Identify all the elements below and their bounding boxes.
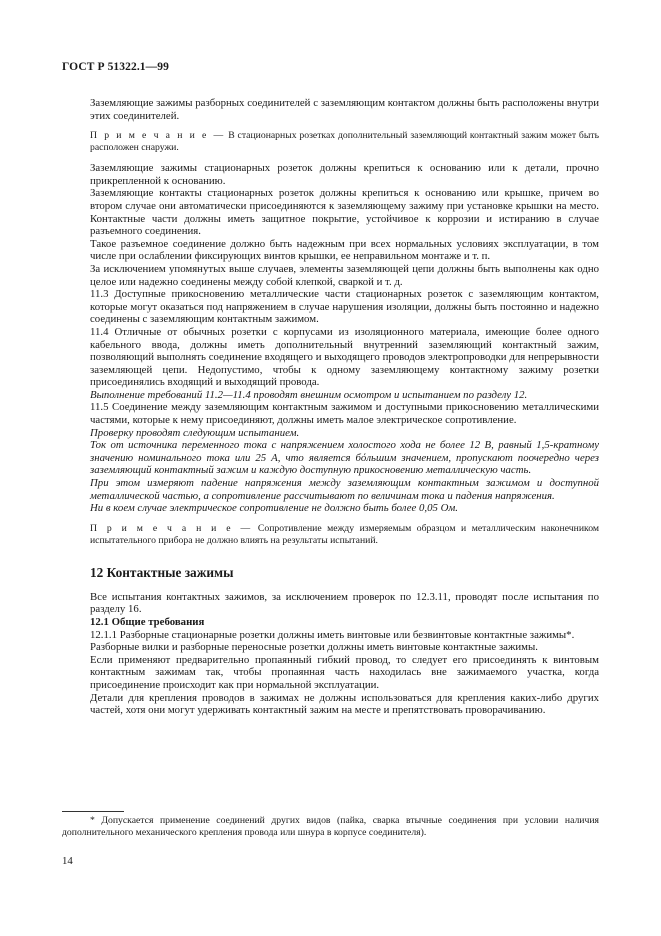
paragraph: 11.4 Отличные от обычных розетки с корпусами из изоляционного материала, имеющие более одного кабельного ввода, должны иметь дополнительный внутренний заземляющий контактный зажим, позволяющий выполнять соединение входящего и выходящего проводов электропроводки для непрерывности заземляющей цепи. Недопустимо, чтобы к одному заземляющему контактному зажиму розетки присоединялись входящий и выходящий провода. [90, 325, 599, 389]
italic-paragraph: Ни в коем случае электрическое сопротивление не должно быть более 0,05 Ом. [90, 502, 458, 515]
note-label: П р и м е ч а н и е — [90, 522, 253, 534]
paragraph: 11.5 Соединение между заземляющим контактным зажимом и доступными прикосновению металлическими частями, которые к нему присоединяют, должны иметь малое электрическое сопротивление. [90, 401, 599, 427]
italic-paragraph: Ток от источника переменного тока с напряжением холостого хода не более 12 В, равный 1,5-кратному значению номинального тока или 25 А, что является бόльшим значением, пропускают поочередно через заземляющий контактный зажим и каждую доступную прикосновению металлическую часть. [90, 439, 599, 477]
document-header: ГОСТ Р 51322.1—99 [62, 61, 169, 73]
note-text: Сопротивление между измеряемым образцом и металлическим наконечником испытательного прибора не должно влиять на результаты испытаний. [90, 522, 600, 546]
paragraph: Заземляющие контакты стационарных розеток должны крепиться к основанию или крышке, причем во втором случае они автоматически присоединяются к заземляющему зажиму при установке крышки на место. Контактные части должны иметь защитное покрытие, устойчивое к коррозии и истиранию в случае разъемного соединения. [90, 187, 599, 238]
paragraph: Такое разъемное соединение должно быть надежным при всех нормальных условиях эксплуатации, в том числе при ослаблении фиксирующих винтов крышки, ее неправильном монтаже и т. п. [90, 237, 599, 263]
paragraph: Заземляющие зажимы стационарных розеток должны крепиться к основанию или к детали, прочно прикрепленной к основанию. [90, 162, 599, 187]
italic-paragraph: Проверку проводят следующим испытанием. [90, 426, 300, 439]
subsection-title: 12.1 Общие требования [90, 616, 205, 628]
footnote-divider [62, 811, 124, 812]
paragraph: Детали для крепления проводов в зажимах не должны использоваться для крепления каких-либо других частей, хотя они могут удерживать контактный зажим на месте и препятствовать проворачиванию. [90, 691, 599, 717]
section-title: 12 Контактные зажимы [90, 564, 234, 580]
paragraph: Если применяют предварительно пропаянный гибкий провод, то следует его присоединять к винтовым контактным зажимам так, чтобы пропаянная часть находилась вне зажимаемого участка, когда присоединение происходит как при нормальной эксплуатации. [90, 653, 599, 691]
italic-paragraph: Выполнение требований 11.2—11.4 проводят внешним осмотром и испытанием по разделу 12. [90, 388, 528, 401]
note-label: П р и м е ч а н и е — [90, 130, 226, 142]
note [90, 523, 599, 547]
paragraph: 12.1.1 Разборные стационарные розетки должны иметь винтовые или безвинтовые контактные зажимы*. [90, 628, 575, 641]
paragraph: За исключением упомянутых выше случаев, элементы заземляющей цепи должны быть выполнены как одно целое или надежно соединены между собой клепкой, сваркой и т. д. [90, 262, 599, 288]
paragraph: Заземляющие зажимы разборных соединителей с заземляющим контактом должны быть расположены внутри этих соединителей. [90, 97, 599, 122]
note-text: В стационарных розетках дополнительный заземляющий контактный зажим может быть расположен снаружи. [90, 130, 599, 154]
paragraph: 11.3 Доступные прикосновению металлические части стационарных розеток с заземляющим контактом, которые могут оказаться под напряжением в случае нарушения изоляции, должны быть постоянно и надежно соединены с заземляющим контактным зажимом. [90, 288, 599, 326]
italic-paragraph: При этом измеряют падение напряжения между заземляющим контактным зажимом и доступной металлической частью, а сопротивление рассчитывают по величинам тока и падения напряжения. [90, 477, 599, 502]
footnote: * Допускается применение соединений других видов (пайка, сварка втычные соединения при условии наличия дополнительного механического крепления провода или шнура в корпусе соединителя). [62, 815, 599, 838]
page-number: 14 [62, 855, 73, 867]
note [90, 130, 599, 154]
paragraph: Все испытания контактных зажимов, за исключением проверок по 12.3.11, проводят после испытания по разделу 16. [90, 590, 599, 616]
document-body [90, 97, 599, 717]
paragraph: Разборные вилки и разборные переносные розетки должны иметь винтовые контактные зажимы. [90, 641, 538, 654]
